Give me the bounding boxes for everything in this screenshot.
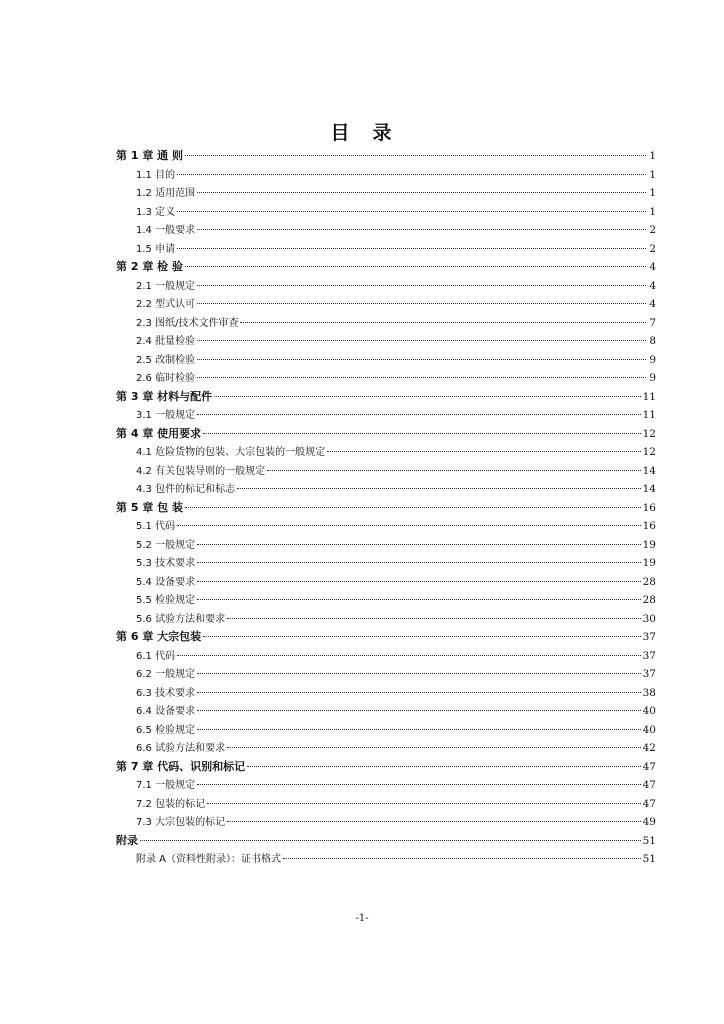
toc-dot-leader [197,692,641,693]
toc-dot-leader [197,673,641,674]
toc-dot-leader [247,766,640,767]
toc-entry-page-number: 14 [642,483,656,495]
toc-chapter-entry[interactable] [116,388,656,407]
toc-entry-page-number: 4 [649,279,656,292]
toc-section-entry[interactable] [116,776,656,795]
toc-entry-label: 2.1 一般规定 [136,280,196,292]
toc-dot-leader [197,599,641,600]
toc-dot-leader [203,636,640,637]
toc-entry-page-number: 19 [642,538,656,551]
toc-dot-leader [240,322,646,323]
toc-entry-page-number: 14 [642,464,656,477]
toc-dot-leader [197,359,646,360]
toc-section-entry[interactable] [116,240,656,259]
toc-section-entry[interactable] [116,591,656,610]
toc-dot-leader [227,618,641,619]
toc-entry-label: 1.1 目的 [136,169,176,181]
toc-dot-leader [203,433,640,434]
toc-section-entry[interactable] [116,332,656,351]
toc-entry-page-number: 7 [649,316,656,329]
toc-entry-label: 6.5 检验规定 [136,724,196,736]
toc-title: 目 录 [330,122,394,144]
toc-section-entry[interactable] [116,203,656,222]
toc-entry-label: 5.4 设备要求 [136,576,196,588]
toc-entry-label: 4.3 包件的标记和标志 [136,484,236,495]
toc-chapter-entry[interactable] [116,147,656,166]
toc-section-entry[interactable] [116,277,656,296]
toc-dot-leader [207,803,641,804]
toc-chapter-entry[interactable] [116,499,656,518]
toc-entry-page-number: 47 [642,779,656,791]
toc-section-entry[interactable] [116,684,656,703]
toc-entry-label: 2.2 型式认可 [136,299,196,310]
toc-section-entry[interactable] [116,610,656,629]
toc-dot-leader [214,396,640,397]
toc-entry-page-number: 2 [649,242,656,255]
toc-dot-leader [227,821,641,822]
toc-entry-label: 1.2 适用范围 [136,188,196,199]
toc-entry-page-number: 28 [642,575,656,588]
toc-entry-label: 6.6 试验方法和要求 [136,743,226,754]
toc-entry-page-number: 51 [642,853,656,865]
toc-entry-label: 6.1 代码 [136,650,176,662]
toc-section-entry[interactable] [116,702,656,721]
toc-section-entry[interactable] [116,314,656,333]
toc-section-entry[interactable] [116,351,656,370]
toc-entry-label: 2.5 改制检验 [136,354,196,366]
toc-entry-label: 1.4 一般要求 [136,225,196,236]
toc-entry-page-number: 37 [642,668,656,680]
toc-section-entry[interactable] [116,795,656,814]
toc-entry-page-number: 19 [642,557,656,569]
toc-section-entry[interactable] [116,295,656,314]
table-of-contents [116,147,656,869]
toc-entry-page-number: 4 [649,261,656,273]
toc-chapter-entry[interactable] [116,258,656,277]
toc-dot-leader [197,229,646,230]
toc-entry-page-number: 11 [642,390,656,403]
toc-entry-label: 3.1 一般规定 [136,410,196,421]
toc-dot-leader [185,155,646,156]
toc-chapter-entry[interactable] [116,425,656,444]
toc-entry-label: 第 2 章 检 验 [116,260,183,273]
toc-dot-leader [197,710,641,711]
toc-chapter-entry[interactable] [116,832,656,851]
toc-dot-leader [227,747,641,748]
toc-entry-page-number: 1 [649,150,656,162]
toc-section-entry[interactable] [116,813,656,832]
toc-entry-label: 2.3 图纸/技术文件审查 [136,317,239,329]
toc-dot-leader [197,414,641,415]
toc-entry-label: 第 1 章 通 则 [116,149,183,162]
toc-entry-label: 第 7 章 代码、识别和标记 [116,759,246,773]
toc-entry-label: 2.6 临时检验 [136,373,196,384]
toc-entry-page-number: 16 [642,520,656,532]
toc-entry-page-number: 42 [642,742,656,754]
toc-dot-leader [197,729,641,730]
toc-entry-label: 第 3 章 材料与配件 [116,389,213,403]
toc-dot-leader [177,174,646,175]
toc-entry-page-number: 38 [642,686,656,699]
toc-section-entry[interactable] [116,647,656,666]
toc-dot-leader [197,562,641,563]
toc-section-entry[interactable] [116,184,656,203]
toc-entry-page-number: 9 [649,353,656,366]
toc-entry-page-number: 1 [649,168,656,181]
toc-section-entry[interactable] [116,573,656,592]
toc-entry-label: 5.5 检验规定 [136,595,196,606]
toc-entry-label: 4.2 有关包装导则的一般规定 [136,465,266,477]
toc-dot-leader [197,544,641,545]
toc-dot-leader [237,488,641,489]
toc-entry-label: 5.1 代码 [136,521,176,532]
toc-section-entry[interactable] [116,480,656,499]
toc-dot-leader [197,340,646,341]
toc-entry-label: 7.1 一般规定 [136,780,196,791]
toc-entry-label: 2.4 批量检验 [136,336,196,347]
toc-entry-page-number: 49 [642,816,656,828]
toc-dot-leader [197,377,646,378]
toc-entry-page-number: 37 [642,649,656,662]
toc-entry-page-number: 28 [642,594,656,606]
toc-dot-leader [197,581,641,582]
toc-dot-leader [327,451,641,452]
toc-section-entry[interactable] [116,369,656,388]
toc-entry-label: 第 6 章 大宗包装 [116,630,202,643]
toc-entry-label: 附录 A（资料性附录）：证书格式 [136,854,282,865]
toc-entry-label: 1.3 定义 [136,206,176,218]
toc-dot-leader [177,248,646,249]
toc-chapter-entry[interactable] [116,758,656,777]
toc-dot-leader [177,655,641,656]
toc-entry-label: 第 4 章 使用要求 [116,426,202,440]
toc-entry-page-number: 40 [642,705,656,717]
toc-entry-label: 1.5 申请 [136,243,176,255]
toc-section-entry[interactable] [116,443,656,462]
toc-dot-leader [177,211,646,212]
toc-dot-leader [283,858,641,859]
toc-entry-label: 5.2 一般规定 [136,539,196,551]
toc-entry-page-number: 11 [642,409,656,421]
toc-entry-page-number: 9 [649,372,656,384]
toc-entry-page-number: 12 [642,446,656,458]
toc-entry-label: 5.6 试验方法和要求 [136,613,226,625]
toc-entry-page-number: 2 [649,224,656,236]
toc-section-entry[interactable] [116,166,656,185]
toc-dot-leader [267,470,641,471]
toc-entry-page-number: 16 [642,501,656,514]
toc-entry-label: 7.2 包装的标记 [136,798,206,810]
toc-entry-label: 第 5 章 包 装 [116,500,183,514]
toc-entry-label: 6.4 设备要求 [136,706,196,717]
toc-section-entry[interactable] [116,406,656,425]
toc-entry-page-number: 40 [642,723,656,736]
toc-section-entry[interactable] [116,536,656,555]
toc-chapter-entry[interactable] [116,628,656,647]
toc-entry-label: 附录 [116,833,138,847]
toc-entry-page-number: 8 [649,335,656,347]
toc-entry-page-number: 37 [642,631,656,643]
toc-section-entry[interactable] [116,721,656,740]
toc-section-entry[interactable] [116,739,656,758]
toc-section-entry[interactable] [116,665,656,684]
toc-entry-page-number: 1 [649,187,656,199]
toc-entry-label: 6.3 技术要求 [136,687,196,699]
toc-dot-leader [140,840,641,841]
toc-section-entry[interactable] [116,554,656,573]
toc-dot-leader [197,784,641,785]
toc-entry-page-number: 47 [642,760,656,773]
toc-entry-label: 6.2 一般规定 [136,669,196,680]
toc-dot-leader [197,192,646,193]
footer-page-number: -1- [355,913,369,924]
toc-dot-leader [197,285,646,286]
toc-entry-page-number: 1 [649,205,656,218]
toc-entry-label: 5.3 技术要求 [136,558,196,569]
toc-entry-label: 7.3 大宗包装的标记 [136,817,226,828]
toc-section-entry[interactable] [116,221,656,240]
toc-entry-page-number: 4 [649,298,656,310]
toc-section-entry[interactable] [116,517,656,536]
toc-section-entry[interactable] [116,462,656,481]
toc-dot-leader [185,266,646,267]
toc-dot-leader [197,303,646,304]
toc-entry-label: 4.1 危险货物的包装、大宗包装的一般规定 [136,447,326,458]
toc-entry-page-number: 12 [642,427,656,440]
toc-entry-page-number: 51 [642,834,656,847]
toc-dot-leader [177,525,641,526]
toc-section-entry[interactable] [116,850,656,869]
toc-dot-leader [185,507,641,508]
toc-entry-page-number: 30 [642,612,656,625]
toc-entry-page-number: 47 [642,797,656,810]
